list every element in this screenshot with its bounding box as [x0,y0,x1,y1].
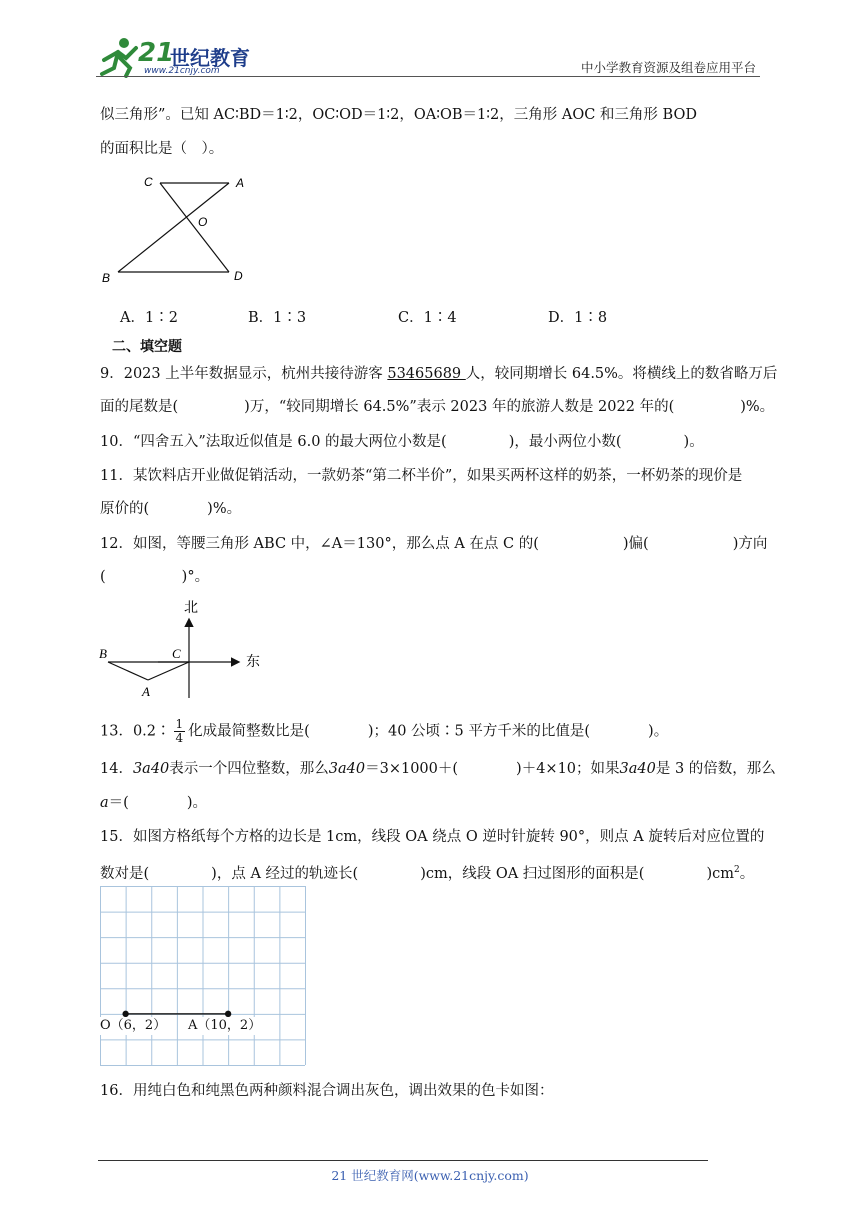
header-logo [96,34,266,78]
q14-number-3: 3a40 [619,761,656,777]
q14-text-e: 是 3 的倍数，那么 [655,761,776,777]
q15-text-e: 。 [739,865,755,882]
q15-text-c: )cm，线段 OA 扫过图形的面积是( [420,865,645,882]
q14-number-1: 3a40 [132,761,170,777]
q15-line1: 15．如图方格纸每个方格的边长是 1cm，线段 OA 绕点 O 逆时针旋转 90°，则点 A 旋转后对应位置的 [100,829,765,845]
q14-line2 [100,793,207,813]
q11-line2 [100,499,241,519]
q12-label-c: C [172,646,181,661]
q8-option-a[interactable]: A．1∶2 [120,310,178,326]
q8-line2: 的面积比是（ ）。 [100,141,224,157]
q10-line [100,432,704,452]
q14-line1 [100,759,776,779]
q8-label-b: B [102,271,111,285]
q12-text-b: )偏( [622,536,649,552]
q13-text-c: )；40 公顷∶5 平方千米的比值是( [367,723,591,740]
q12-text-c: )方向 [732,536,768,552]
q14-text-a: 14． [100,761,133,777]
q13-text-b: 化成最简整数比是( [188,723,310,740]
q11-line1: 11．某饮料店开业做促销活动，一款奶茶“第二杯半价”，如果买两杯这样的奶茶，一杯奶茶的现价是 [100,468,743,484]
q13-frac-num: 1 [175,717,184,731]
q12-line2 [100,567,209,587]
footer-rule [98,1160,708,1161]
q13-ratio-left: 0.2∶ [132,723,171,740]
q15-grid [100,886,306,1066]
q9-line1 [100,364,777,384]
q15-label-o: O（6，2） [100,1018,167,1033]
east-label: 东 [246,654,260,670]
q8-label-o: O [198,215,208,229]
q9-text-d: )万，“较同期增长 64.5%”表示 2023 年的旅游人数是 2022 年的( [244,399,675,415]
q9-text-c: 面的尾数是( [100,399,179,415]
q16-line1: 16．用纯白色和纯黑色两种颜料混合调出灰色，调出效果的色卡如图： [100,1083,554,1099]
q9-text-a: 9．2023 上半年数据显示，杭州共接待游客 [100,366,388,382]
header-rule [96,76,760,77]
q8-option-b[interactable]: B．1∶3 [248,310,307,326]
q12-text-a: 12．如图，等腰三角形 ABC 中，∠A＝130°，那么点 A 在点 C 的( [100,536,539,552]
q12-text-d: ( [100,569,106,585]
q15-line2 [100,860,754,884]
q14-variable: a [100,795,109,811]
q8-figure [96,168,266,290]
q14-text-g: )。 [186,795,207,811]
logo-url: www.21cnjy.com [144,66,220,76]
q9-text-e: )%。 [740,399,775,415]
q15-text-b: )，点 A 经过的轨迹长( [211,865,359,882]
q14-number-2: 3a40 [328,761,366,777]
logo-number: 21 [138,38,175,68]
platform-name: 中小学教育资源及组卷应用平台 [580,60,756,75]
q8-label-a: A [236,176,245,190]
q13-text-a: 13． [100,723,133,740]
section-title: 二、填空题 [112,339,182,355]
q12-text-e: )°。 [181,569,210,585]
q9-underlined-number: 53465689 [387,366,466,382]
q13-text-d: )。 [648,723,669,740]
q8-option-d[interactable]: D．1∶8 [548,310,608,326]
q15-text-d: )cm [706,865,734,882]
q8-option-c[interactable]: C．1∶4 [398,310,457,326]
q10-text-a: 10．“四舍五入”法取近似值是 6.0 的最大两位小数是( [100,434,447,450]
q12-figure [96,596,276,706]
q8-label-d: D [234,269,243,283]
q13-frac-den: 4 [175,731,184,745]
q8-line1: 似三角形”。已知 AC∶BD＝1∶2，OC∶OD＝1∶2，OA∶OB＝1∶2，三角形 AOC 和三角形 BOD [100,107,697,123]
q12-label-b: B [99,646,107,661]
q12-line1 [100,534,767,554]
q13-line [100,718,668,745]
q11-text-a: 原价的( [100,501,150,517]
q14-text-b: 表示一个四位整数，那么 [169,761,329,777]
logo-text: 世纪教育 [170,46,250,70]
q13-fraction [174,718,186,745]
north-label: 北 [184,600,198,616]
q15-grid-svg [100,886,306,1066]
footer-text[interactable]: 21 世纪教育网(www.21cnjy.com) [331,1168,529,1183]
q10-text-b: )，最小两位小数( [508,434,622,450]
q10-text-c: )。 [683,434,704,450]
q15-label-a: A（10，2） [188,1018,262,1033]
q9-text-b: 人，较同期增长 64.5%。将横线上的数省略万后 [465,366,778,382]
q12-label-a: A [142,684,150,699]
q14-text-c: ＝3×1000＋( [365,761,459,777]
q9-line2 [100,397,774,417]
q15-text-a: 数对是( [100,865,150,882]
q11-text-b: )%。 [207,501,242,517]
q15-superscript: 2 [733,865,740,875]
q8-label-c: C [144,175,153,189]
q14-text-f: ＝( [108,795,129,811]
q14-text-d: )＋4×10；如果 [516,761,620,777]
